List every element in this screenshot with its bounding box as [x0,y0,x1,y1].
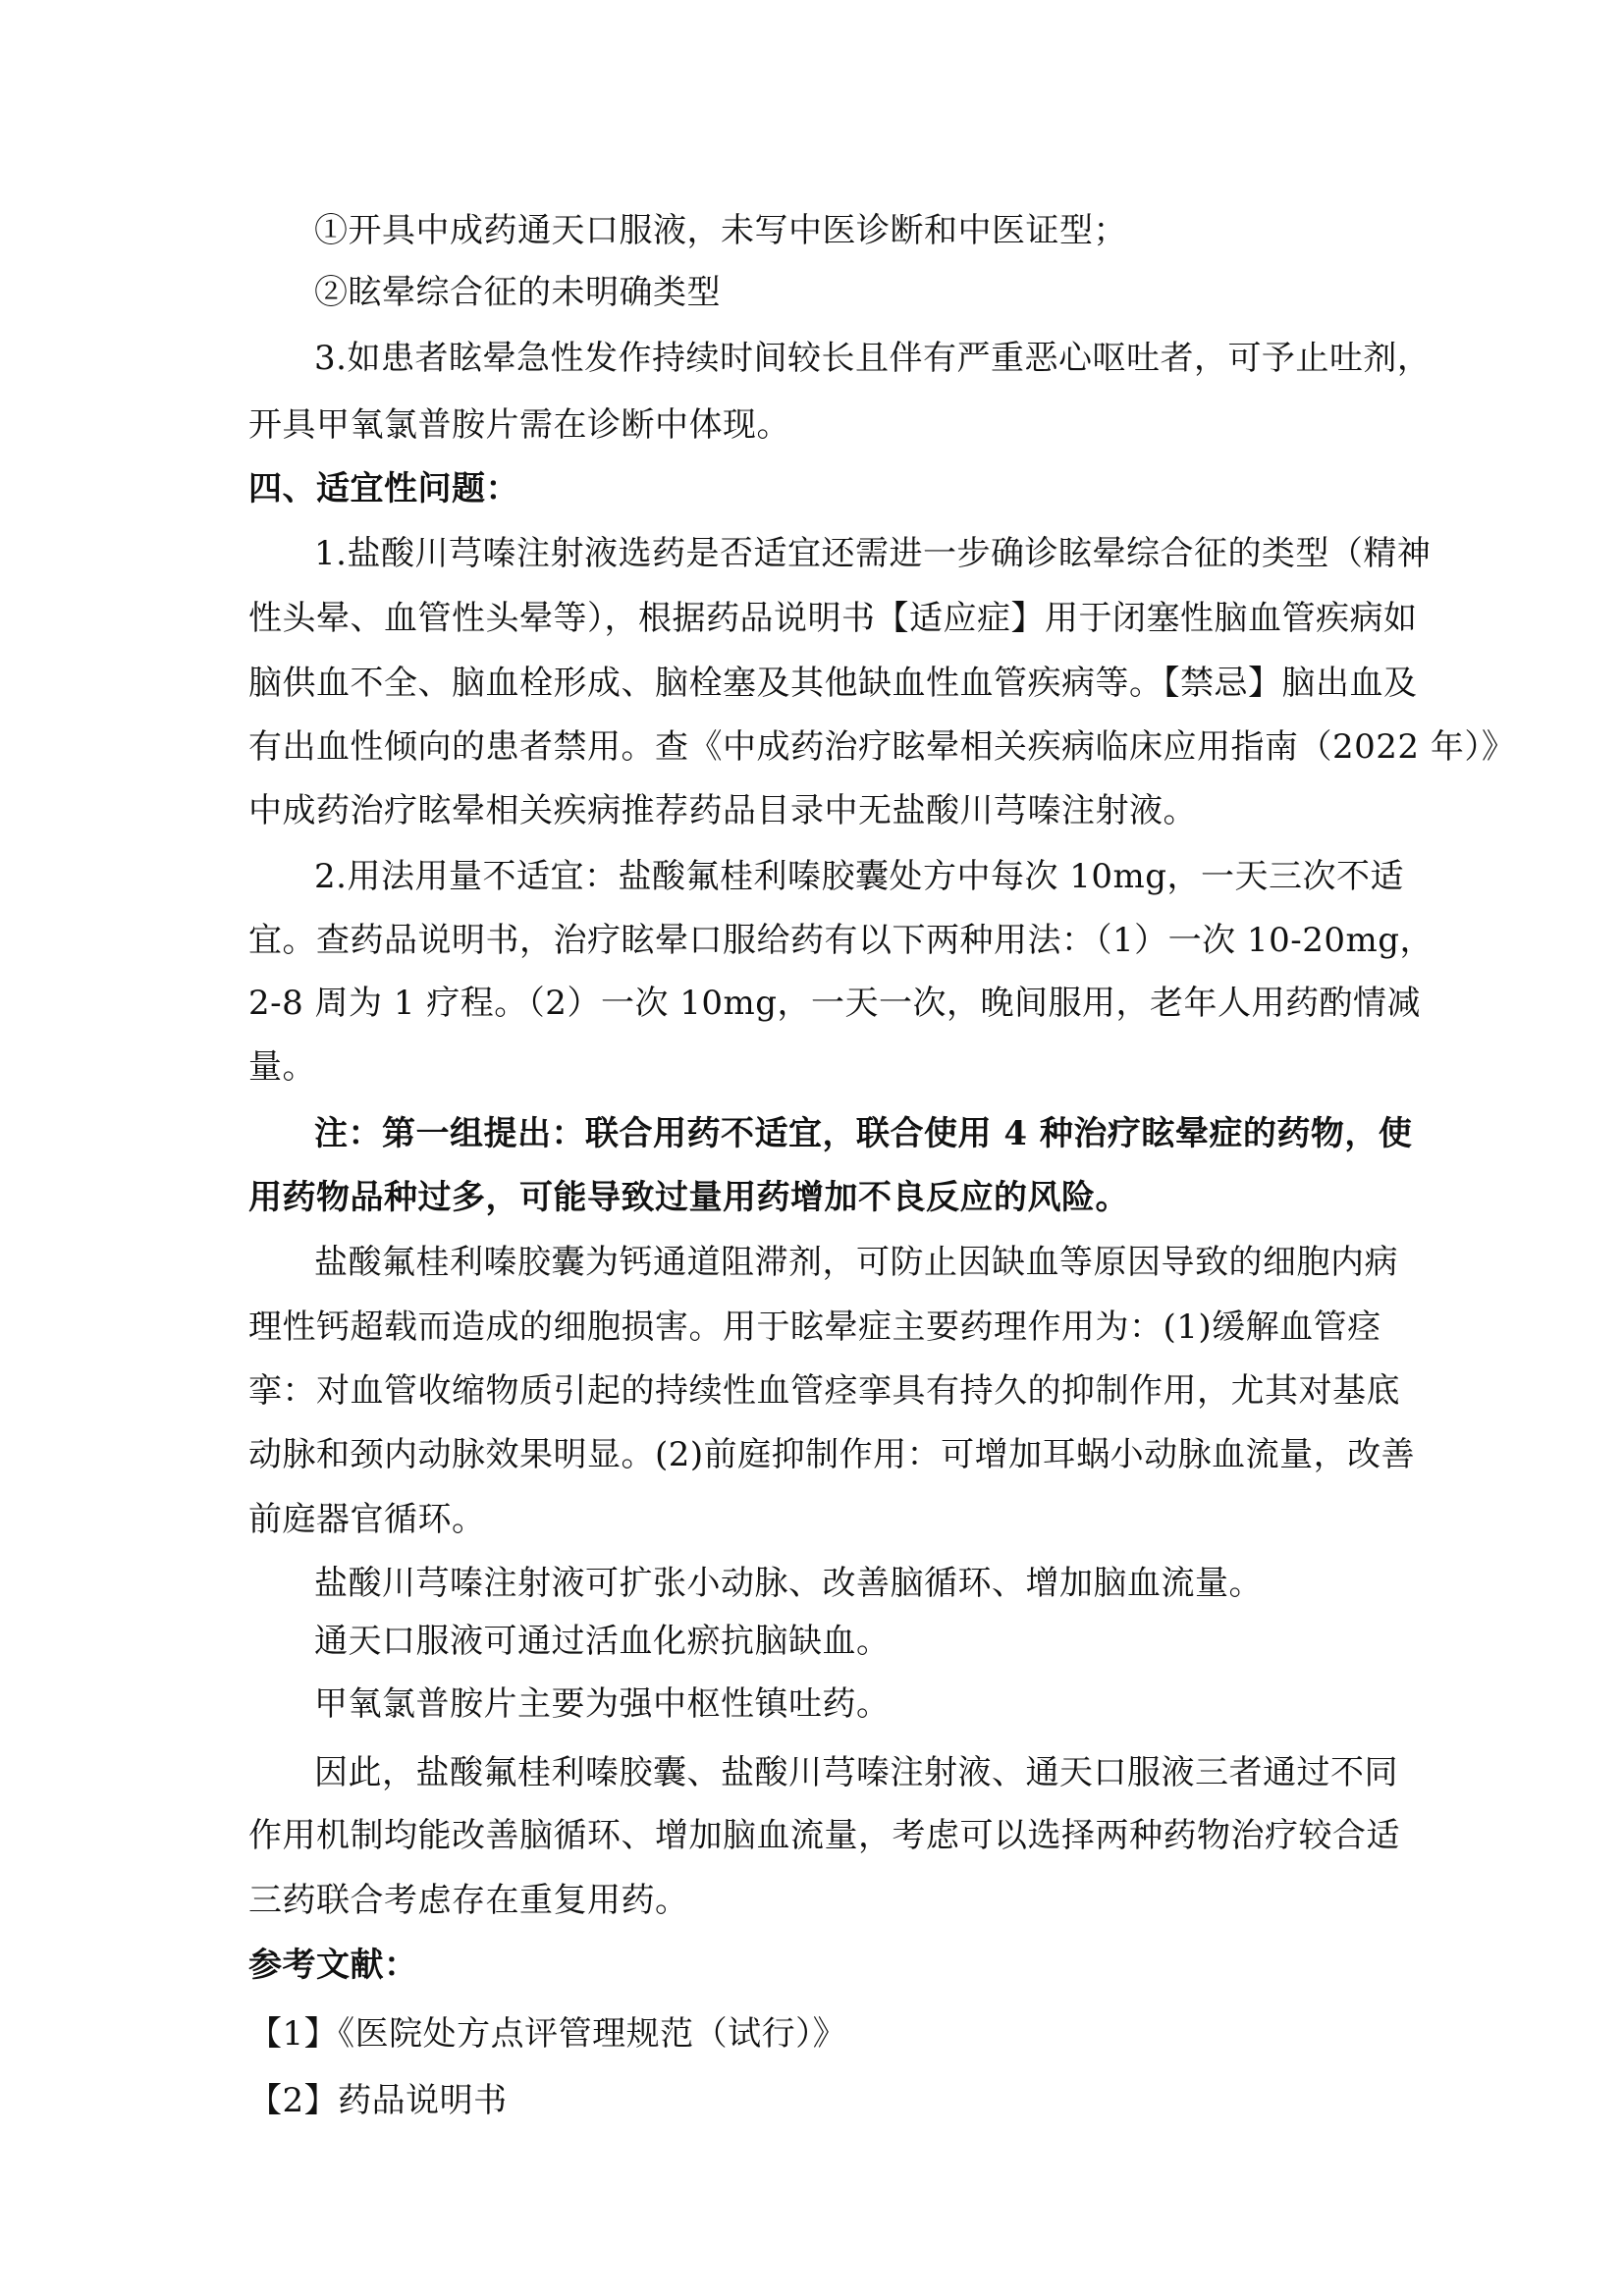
text-line: 性头晕、血管性头晕等），根据药品说明书【适应症】用于闭塞性脑血管疾病如 [248,599,1418,638]
text-line-item-1: ①开具中成药通天口服液，未写中医诊断和中医证型； [314,211,1127,250]
text-line: 中成药治疗眩晕相关疾病推荐药品目录中无盐酸川芎嗪注射液。 [248,791,1197,830]
text-line: 2-8 周为 1 疗程。（2）一次 10mg，一天一次，晚间服用，老年人用药酌情减 [248,984,1422,1023]
reference-item-1: 【1】《医院处方点评管理规范（试行）》 [248,2014,847,2054]
note-line: 用药物品种过多，可能导致过量用药增加不良反应的风险。 [248,1178,1129,1217]
text-line: 盐酸川芎嗪注射液可扩张小动脉、改善脑循环、增加脑血流量。 [314,1564,1263,1603]
note-line: 注：第一组提出：联合用药不适宜，联合使用 4 种治疗眩晕症的药物，使 [314,1114,1413,1153]
text-line: 脑供血不全、脑血栓形成、脑栓塞及其他缺血性血管疾病等。【禁忌】脑出血及 [248,664,1418,703]
text-line: 三药联合考虑存在重复用药。 [248,1881,689,1920]
text-line: 前庭器官循环。 [248,1500,486,1539]
text-line-point-1: 1.盐酸川芎嗪注射液选药是否适宜还需进一步确诊眩晕综合征的类型（精神 [314,534,1432,573]
text-line-item-2: ②眩晕综合征的未明确类型 [314,273,721,312]
text-line: 理性钙超载而造成的细胞损害。用于眩晕症主要药理作用为：(1)缓解血管痉 [248,1308,1381,1347]
text-line: 通天口服液可通过活血化瘀抗脑缺血。 [314,1622,891,1661]
text-line: 盐酸氟桂利嗪胶囊为钙通道阻滞剂，可防止因缺血等原因导致的细胞内病 [314,1243,1398,1282]
references-heading: 参考文献： [248,1946,418,1985]
text-line: 有出血性倾向的患者禁用。查《中成药治疗眩晕相关疾病临床应用指南（2022 年）》 [248,727,1516,767]
text-line: 因此，盐酸氟桂利嗪胶囊、盐酸川芎嗪注射液、通天口服液三者通过不同 [314,1753,1398,1792]
text-line: 宜。查药品说明书，治疗眩晕口服给药有以下两种用法：（1）一次 10-20mg， [248,921,1434,960]
reference-item-2: 【2】药品说明书 [248,2081,508,2120]
text-line-point-2: 2.用法用量不适宜：盐酸氟桂利嗪胶囊处方中每次 10mg，一天三次不适 [314,857,1405,896]
text-line: 作用机制均能改善脑循环、增加脑血流量，考虑可以选择两种药物治疗较合适 [248,1816,1400,1855]
text-line-point-3: 3.如患者眩晕急性发作持续时间较长且伴有严重恶心呕吐者，可予止吐剂， [314,339,1432,378]
text-line: 动脉和颈内动脉效果明显。(2)前庭抑制作用：可增加耳蜗小动脉血流量，改善 [248,1435,1416,1474]
text-line: 量。 [248,1047,316,1087]
text-line: 开具甲氧氯普胺片需在诊断中体现。 [248,405,790,445]
text-line: 挛：对血管收缩物质引起的持续性血管痉挛具有持久的抑制作用，尤其对基底 [248,1371,1400,1411]
text-line: 甲氧氯普胺片主要为强中枢性镇吐药。 [314,1684,891,1724]
section-heading-appropriateness: 四、适宜性问题： [248,469,519,508]
